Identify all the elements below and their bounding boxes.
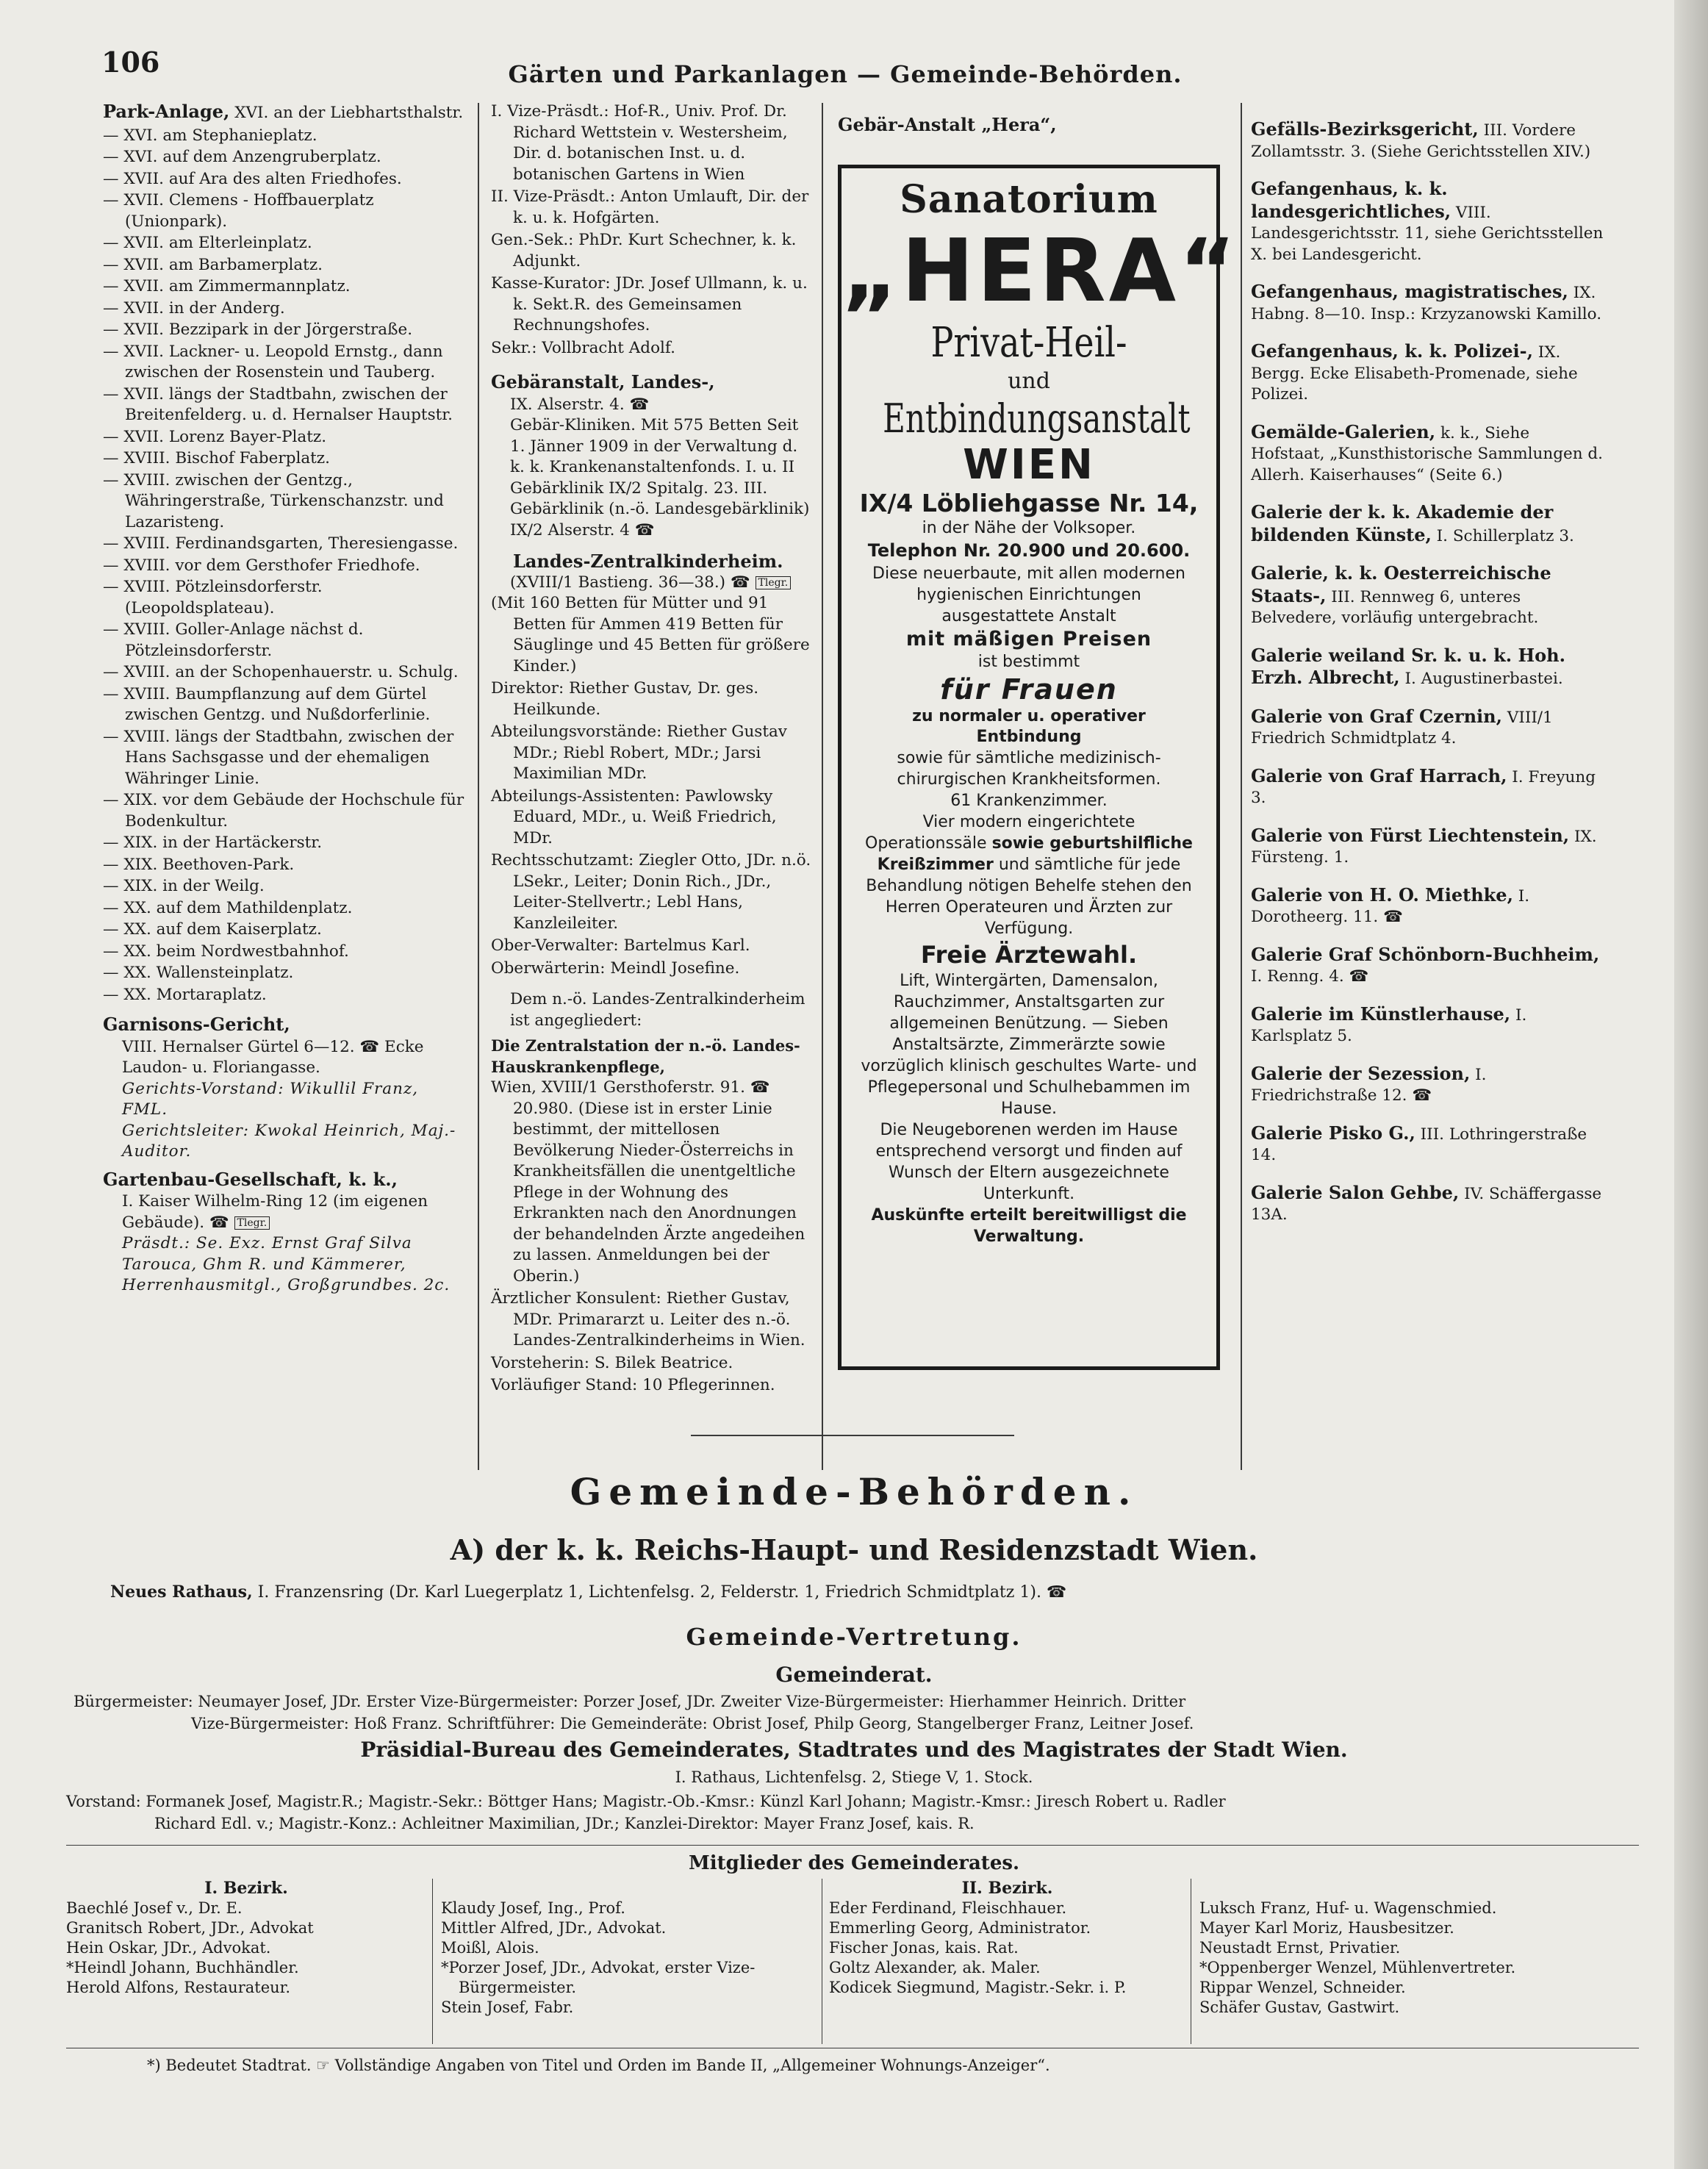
park-item: — XVII. Clemens - Hoffbauerplatz (Unionpark). [103,191,374,231]
directory-entry [1251,766,1604,809]
ad-body3a: Vier modern eingerichtete Operationssäle [865,813,1135,853]
park-first: XVI. an der Liebhartsthalstr. [234,104,464,122]
member-item: Granitsch Robert, JDr., Advokat [66,1919,314,1937]
gebaeranstalt-entry [491,372,814,541]
directory-entry [1251,944,1604,988]
park-item: — XVIII. Baumpflanzung auf dem Gürtel zwischen Gentzg. und Nußdorferlinie. [103,684,431,724]
gemeinderat-heading: Gemeinderat. [775,1663,933,1687]
member-item: Emmerling Georg, Administrator. [829,1919,1091,1937]
entry-text: VIII/1 Friedrich Schmidtplatz 4. [1251,708,1553,748]
member-item: Herold Alfons, Restaurateur. [66,1979,291,1996]
gebaeranstalt-line: Gebär-Kliniken. Mit 575 Betten Seit 1. Jänner 1909 in der Verwaltung d. k. k. Krankenanstaltenfonds. I. u. II Gebärklinik IX/2 Spitalg. 23. III. Gebärklinik (n.-ö. Landesgebärklinik) IX/2 Alserstr. 4 ☎ [510,416,810,539]
ad-normal: zu normaler u. operativer Entbindung [912,707,1146,746]
telegraph-mark: Tlegr. [234,1216,270,1230]
directory-entry [1251,119,1604,162]
entry-text: III. Lothringerstraße 14. [1251,1125,1587,1164]
ad-body4: Lift, Wintergärten, Damensalon, Rauchzimmer, Anstaltsgarten zur allgemeinen Benützung. — Sieben Anstaltsärzte, Zimmerärzte sowie vorzüglich klinisch geschultes Warte- und Pflegepersonal und Schulhebammen im Hause. [861,972,1197,1118]
zentralkinderheim-lines [491,593,814,979]
bezirk-2-heading: II. Bezirk. [961,1879,1053,1898]
entry-heading: Galerie weiland Sr. k. u. k. Hoh. Erzh. Albrecht, [1251,644,1565,688]
members-column-4 [1199,1899,1611,2018]
garnison-entry [103,1014,467,1163]
entry-text: I. Schillerplatz 3. [1431,526,1574,545]
entry-text: I. Augustinerbastei. [1399,670,1563,688]
park-item: — XVIII. Pötzleinsdorferstr. (Leopoldsplateau). [103,578,323,617]
book-spine-shadow [1674,0,1708,2169]
member-item: Stein Josef, Fabr. [441,1998,574,2016]
zentralkinderheim-text: (XVIII/1 Bastieng. 36—38.) ☎ [510,573,750,592]
rathaus-text: I. Franzensring (Dr. Karl Luegerplatz 1, Lichtenfelsg. 2, Felderstr. 1, Friedrich Schmidtplatz 1). ☎ [257,1583,1067,1602]
praesidial-heading: Präsidial-Bureau des Gemeinderates, Stadtrates und des Magistrates der Stadt Wien. [360,1738,1348,1762]
park-item: — XVII. in der Anderg. [103,298,285,318]
entry-heading: Galerie der Sezession, [1251,1062,1471,1084]
entry-text: I. Freyung 3. [1251,767,1596,807]
rathaus-line [110,1582,1624,1604]
entry-text: III. Vordere Zollamtsstr. 3. (Siehe Gerichtsstellen XIV.) [1251,121,1591,161]
gebaeranstalt-text: IX. Alserstr. 4. ☎ [510,395,650,414]
gemeinde-title: Gemeinde-Behörden. [570,1470,1138,1513]
ad-telephone: Telephon Nr. 20.900 und 20.600. [867,540,1191,561]
park-item: — XX. Wallensteinplatz. [103,964,294,982]
zentralkinderheim-line: Oberwärterin: Meindl Josefine. [491,958,740,978]
zentralstation-lines [491,1078,814,1397]
zentralkinderheim-line: Abteilungsvorstände: Riether Gustav MDr.; Riebl Robert, MDr.; Jarsi Maximilian MDr. [491,723,787,783]
entry-heading: Galerie Salon Gehbe, [1251,1181,1460,1203]
ad-wien: WIEN [963,441,1095,489]
entry-text: VIII. Landesgerichtsstr. 11, siehe Gerichtsstellen X. bei Landesgericht. [1251,203,1604,264]
directory-entry [1251,502,1604,547]
entry-text: I. Karlsplatz 5. [1251,1005,1527,1045]
ad-bestimmt: ist bestimmt [977,653,1080,671]
vorstand-line-1: Vorstand: Formanek Josef, Magistr.R.; Magistr.-Sekr.: Böttger Hans; Magistr.-Ob.-Kmsr.: Künzl Karl Johann; Magistr.-Kmsr.: Jiresch Robert u. Radler [66,1793,1226,1810]
directory-entry [1251,1183,1604,1226]
members-divider [66,1845,1639,1846]
entry-heading: Gemälde-Galerien, [1251,420,1436,442]
members-rule [432,1879,433,2044]
entry-heading: Galerie von H. O. Miethke, [1251,883,1513,906]
entry-text: IX. Habng. 8—10. Insp.: Krzyzanowski Kamillo. [1251,284,1602,323]
garnison-lines [103,1079,467,1163]
ad-body3c: und sämtliche für jede Behandlung nötigen Behelfe stehen den Herren Operateuren und Ärzten zur Verfügung. [866,856,1192,938]
member-item: Fischer Jonas, kais. Rat. [829,1939,1019,1957]
telegraph-mark: Tlegr. [756,576,792,589]
park-item: — XIX. vor dem Gebäude der Hochschule für Bodenkultur. [103,791,464,831]
park-item: — XVII. am Elterleinplatz. [103,234,312,252]
park-item: — XX. beim Nordwestbahnhof. [103,942,349,961]
officials-line-1: Bürgermeister: Neumayer Josef, JDr. Erster Vize-Bürgermeister: Porzer Josef, JDr. Zweiter Vize-Bürgermeister: Hierhammer Heinrich. Dritter [73,1693,1186,1710]
member-item: *Porzer Josef, JDr., Advokat, erster Vize-Bürgermeister. [441,1959,756,1996]
gebaeranstalt-heading: Gebäranstalt, Landes-, [491,371,715,392]
zentralkinderheim-line: Ober-Verwalter: Bartelmus Karl. [491,936,750,955]
gartenbau-entry [103,1169,467,1297]
member-item: Neustadt Ernst, Privatier. [1199,1939,1401,1957]
zentralstation-line: Vorläufiger Stand: 10 Pflegerinnen. [491,1376,775,1394]
directory-entry [1251,341,1604,406]
ad-frauen: für Frauen [940,673,1118,706]
members-list [441,1899,816,2018]
member-item: Goltz Alexander, ak. Maler. [829,1959,1041,1976]
praesidium-line: Kasse-Kurator: JDr. Josef Ullmann, k. u. k. Sekt.R. des Gemeinsamen Rechnungshofes. [491,274,808,334]
member-item: Rippar Wenzel, Schneider. [1199,1979,1406,1996]
directory-entry [1251,1123,1604,1166]
park-item: — XIX. in der Hartäckerstr. [103,833,323,852]
zentralstation-line: Wien, XVIII/1 Gersthoferstr. 91. ☎ 20.980. (Diese ist in erster Linie bestimmt, der mittellosen Bevölkerung Nieder-Österreichs in Krankheitsfällen die unentgeltliche Pflege in der Wohnung des Erkrankten nach den Anordnungen der behandelnden Ärzte angedeihen zu lassen. Anmeldungen bei der Oberin.) [491,1078,805,1286]
member-item: Luksch Franz, Huf- u. Wagenschmied. [1199,1899,1497,1917]
praesidial-address: I. Rathaus, Lichtenfelsg. 2, Stiege V, 1. Stock. [675,1768,1033,1786]
directory-entry [1251,885,1604,928]
ad-body3 [842,811,1216,939]
directory-entry [1251,563,1604,629]
gartenbau-heading: Gartenbau-Gesellschaft, k. k., [103,1168,398,1190]
section-divider [691,1435,1014,1436]
ad-sanatorium: Sanatorium [900,177,1158,222]
entry-heading: Galerie von Graf Czernin, [1251,705,1502,727]
ad-body5: Die Neugeborenen werden im Hause entsprechend versorgt und finden auf Wunsch der Eltern ausgezeichnete Unterkunft. [875,1121,1183,1203]
ad-auskunft: Auskünfte erteilt bereitwilligst die Verwaltung. [871,1206,1187,1246]
ad-entbindung: Entbindungsanstalt [883,395,1191,442]
ad-hera: „HERA“ [842,220,1239,321]
page-number: 106 [101,46,160,79]
gartenbau-text: I. Kaiser Wilhelm-Ring 12 (im eigenen Gebäude). ☎ [122,1192,428,1232]
member-item: Kodicek Siegmund, Magistr.-Sekr. i. P. [829,1979,1127,1996]
member-item: Mayer Karl Moriz, Hausbesitzer. [1199,1919,1454,1937]
members-list [829,1899,1185,1998]
ad-near: in der Nähe der Volksoper. [922,519,1136,537]
garnison-line: Gerichts-Vorstand: Wikullil Franz, FML. [122,1079,419,1119]
member-item: *Heindl Johann, Buchhändler. [66,1959,299,1976]
park-item: — XVIII. längs der Stadtbahn, zwischen der Hans Sachsgasse und der ehemaligen Währinger Linie. [103,727,454,788]
park-item: — XVIII. Bischof Faberplatz. [103,449,330,467]
zentralkinderheim-line: Abteilungs-Assistenten: Pawlowsky Eduard, MDr., u. Weiß Friedrich, MDr. [491,786,777,847]
ad-preise: mit mäßigen Preisen [905,628,1152,650]
entry-heading: Galerie von Graf Harrach, [1251,764,1507,786]
entry-text: I. Friedrichstraße 12. ☎ [1251,1065,1487,1105]
park-item: — XX. auf dem Mathildenplatz. [103,898,353,917]
park-item: — XVII. am Zimmermannplatz. [103,277,351,295]
directory-entry [1251,1064,1604,1107]
zentralstation-line: Vorsteherin: S. Bilek Beatrice. [491,1353,733,1372]
park-item: — XVIII. vor dem Gersthofer Friedhofe. [103,556,420,575]
park-item: — XVII. Lackner- u. Leopold Ernstg., dann zwischen der Rosenstein und Tauberg. [103,342,443,381]
park-item: — XVII. Bezzipark in der Jörgerstraße. [103,320,413,339]
park-item: — XVII. am Barbamerplatz. [103,255,323,274]
member-item: Baechlé Josef v., Dr. E. [66,1899,243,1917]
park-heading: Park-Anlage, [103,101,230,122]
members-column-3 [829,1879,1185,1998]
park-list [103,126,467,1006]
park-entry [103,101,467,124]
column-4 [1251,119,1604,1242]
running-title: Gärten und Parkanlagen — Gemeinde-Behörden. [508,60,1183,88]
entry-heading: Galerie im Künstlerhause, [1251,1003,1511,1025]
entry-heading: Galerie, k. k. Oesterreichische Staats-, [1251,562,1551,606]
garnison-heading: Garnisons-Gericht, [103,1014,290,1035]
garnison-line: Gerichtsleiter: Kwokal Heinrich, Maj.-Auditor. [122,1121,456,1161]
park-item: — XVIII. an der Schopenhauerstr. u. Schulg. [103,663,459,681]
column-rule [478,103,479,1470]
garnison-text: VIII. Hernalser Gürtel 6—12. ☎ Ecke Laudon- u. Floriangasse. [122,1037,424,1077]
zentralstation-line: Ärztlicher Konsulent: Riether Gustav, MDr. Primararzt u. Leiter des n.-ö. Landes-Zentralkinderheims in Wien. [491,1289,805,1349]
zentralkinderheim-line: (Mit 160 Betten für Mütter und 91 Betten für Ammen 419 Betten für Säuglinge und 45 Betten für größere Kinder.) [491,594,810,675]
zentralkinderheim-heading: Landes-Zentralkinderheim. [513,551,783,572]
park-item: — XX. auf dem Kaiserplatz. [103,920,322,939]
entry-heading: Galerie Pisko G., [1251,1122,1415,1144]
directory-entry [1251,179,1604,265]
park-item: — XVII. längs der Stadtbahn, zwischen der Breitenfelderg. u. d. Hernalser Hauptstr. [103,384,453,424]
members-column-1 [66,1879,426,1998]
entry-heading: Gefangenhaus, magistratisches, [1251,281,1568,302]
gemeinde-subtitle: A) der k. k. Reichs-Haupt- und Residenzstadt Wien. [450,1533,1258,1566]
entry-heading: Gefangenhaus, k. k. Polizei-, [1251,340,1533,362]
rathaus-heading: Neues Rathaus, [110,1582,253,1602]
member-item: Klaudy Josef, Ing., Prof. [441,1899,625,1917]
angegliedert-text: Dem n.-ö. Landes-Zentralkinderheim ist angegliedert: [510,990,805,1030]
park-item: — XVI. auf dem Anzengruberplatz. [103,148,381,166]
gartenbau-address [103,1191,467,1233]
praesidium-line: I. Vize-Präsdt.: Hof-R., Univ. Prof. Dr. Richard Wettstein v. Westersheim, Dir. d. botanischen Inst. u. d. botanischen Gartens in Wien [491,102,788,184]
members-list [66,1899,426,1998]
gemeinde-vertretung: Gemeinde-Vertretung. [686,1623,1022,1651]
zentralkinderheim-line: Rechtsschutzamt: Ziegler Otto, JDr. n.ö. LSekr., Leiter; Donin Rich., JDr., Leiter-Stellvertr.; Lebl Hans, Kanzleileiter. [491,851,811,933]
column-rule [1241,103,1242,1470]
ad-privat: Privat-Heil- [930,319,1127,367]
gebaeranstalt-lines [491,415,814,541]
sanatorium-hera-advertisement [838,165,1239,1370]
member-item: Hein Oskar, JDr., Advokat. [66,1939,271,1957]
praesidium-lines [491,101,814,359]
member-item: *Oppenberger Wenzel, Mühlenvertreter. [1199,1959,1516,1976]
park-item: — XX. Mortaraplatz. [103,985,267,1004]
zentralstation-entry [491,1036,814,1397]
zentralkinderheim-address [491,573,814,594]
directory-entry [1251,706,1604,750]
member-item: Schäfer Gustav, Gastwirt. [1199,1998,1400,2016]
entry-heading: Galerie Graf Schönborn-Buchheim, [1251,943,1600,965]
footnote: *) Bedeutet Stadtrat. ☞ Vollständige Angaben von Titel und Orden im Bande II, „Allgemeiner Wohnungs-Anzeiger“. [147,2057,1050,2074]
members-list [1199,1899,1611,2018]
ad-body3b: sowie geburtshilfliche Kreißzimmer [877,834,1193,874]
ad-body1: Diese neuerbaute, mit allen modernen hygienischen Einrichtungen ausgestattete Anstalt [872,564,1185,625]
entry-text: IX. Bergg. Ecke Elisabeth-Promenade, siehe Polizei. [1251,343,1578,404]
column-rule [822,103,823,1470]
ad-address: IX/4 Löbliehgasse Nr. 14, [859,489,1199,517]
entry-heading: Gefälls-Bezirksgericht, [1251,118,1479,140]
park-item: — XVIII. Ferdinandsgarten, Theresiengasse. [103,534,459,553]
praesidium-line: II. Vize-Präsdt.: Anton Umlauft, Dir. der k. u. k. Hofgärten. [491,187,809,227]
directory-entry [1251,1004,1604,1047]
entry-text: III. Rennweg 6, unteres Belvedere, vorläufig untergebracht. [1251,587,1539,627]
zentralkinderheim-entry [491,551,814,979]
zentralstation-heading: Die Zentralstation der n.-ö. Landes-Hauskrankenpflege, [491,1036,800,1076]
entry-heading: Galerie von Fürst Liechtenstein, [1251,824,1570,846]
entry-text: IV. Schäffergasse 13A. [1251,1184,1602,1224]
column-2 [491,101,814,1403]
directory-entry [1251,645,1604,690]
park-item: — XVII. Lorenz Bayer-Platz. [103,427,327,446]
column-3 [838,115,1220,137]
praesidium-line: Sekr.: Vollbracht Adolf. [491,338,675,357]
praesidium-line: Gen.-Sek.: PhDr. Kurt Schechner, k. k. Adjunkt. [491,231,797,270]
mitglieder-heading: Mitglieder des Gemeinderates. [688,1852,1020,1874]
gartenbau-praesident: Präsdt.: Se. Exz. Ernst Graf Silva Tarouca, Ghm R. und Kämmerer, Herrenhausmitgl., Großgrundbes. 2c. [122,1234,451,1294]
entry-text: k. k., Siehe Hofstaat, „Kunsthistorische Sammlungen d. Allerh. Kaiserhauses“ (Seite 6.) [1251,423,1603,484]
officials-line-2: Vize-Bürgermeister: Hoß Franz. Schriftführer: Die Gemeinderäte: Obrist Josef, Philp Georg, Stangelberger Franz, Leitner Josef. [191,1715,1194,1732]
directory-entry [1251,282,1604,325]
ad-zimmer: 61 Krankenzimmer. [950,792,1108,810]
park-item: — XIX. Beethoven-Park. [103,855,295,874]
member-item: Mittler Alfred, JDr., Advokat. [441,1919,667,1937]
park-item: — XVIII. zwischen der Gentzg., Währingerstraße, Türkenschanzstr. und Lazaristeng. [103,470,444,531]
directory-entry [1251,422,1604,487]
ad-body2: sowie für sämtliche medizinisch-chirurgischen Krankheitsformen. [897,749,1161,789]
ad-und: und [1008,368,1050,394]
vorstand-block [66,1790,1639,1835]
member-item: Moißl, Alois. [441,1939,539,1957]
vorstand-line-2: Richard Edl. v.; Magistr.-Konz.: Achleitner Maximilian, JDr.; Kanzlei-Direktor: Mayer Franz Josef, kais. R. [154,1815,975,1832]
directory-entry [1251,825,1604,869]
park-item: — XVI. am Stephanieplatz. [103,126,317,145]
entry-text: IX. Fürsteng. 1. [1251,827,1597,867]
park-item: — XVIII. Goller-Anlage nächst d. Pötzleinsdorferstr. [103,620,364,660]
entry-heading: Gefangenhaus, k. k. landesgerichtliches, [1251,178,1452,222]
bezirk-1-heading: I. Bezirk. [204,1879,288,1898]
zentralkinderheim-line: Direktor: Riether Gustav, Dr. ges. Heilkunde. [491,679,759,719]
column-1 [103,101,467,1303]
member-item: Eder Ferdinand, Fleischhauer. [829,1899,1067,1917]
park-item: — XVII. auf Ara des alten Friedhofes. [103,169,402,188]
entry-text: I. Dorotheerg. 11. ☎ [1251,886,1530,926]
park-item: — XIX. in der Weilg. [103,877,265,895]
ad-aerztewahl: Freie Ärztewahl. [920,941,1138,969]
hera-heading: Gebär-Anstalt „Hera“, [838,114,1057,135]
entry-heading: Galerie der k. k. Akademie der bildenden Künste, [1251,501,1554,545]
officials-block [73,1691,1632,1735]
members-column-2 [441,1899,816,2018]
entry-text: I. Renng. 4. ☎ [1251,967,1369,986]
